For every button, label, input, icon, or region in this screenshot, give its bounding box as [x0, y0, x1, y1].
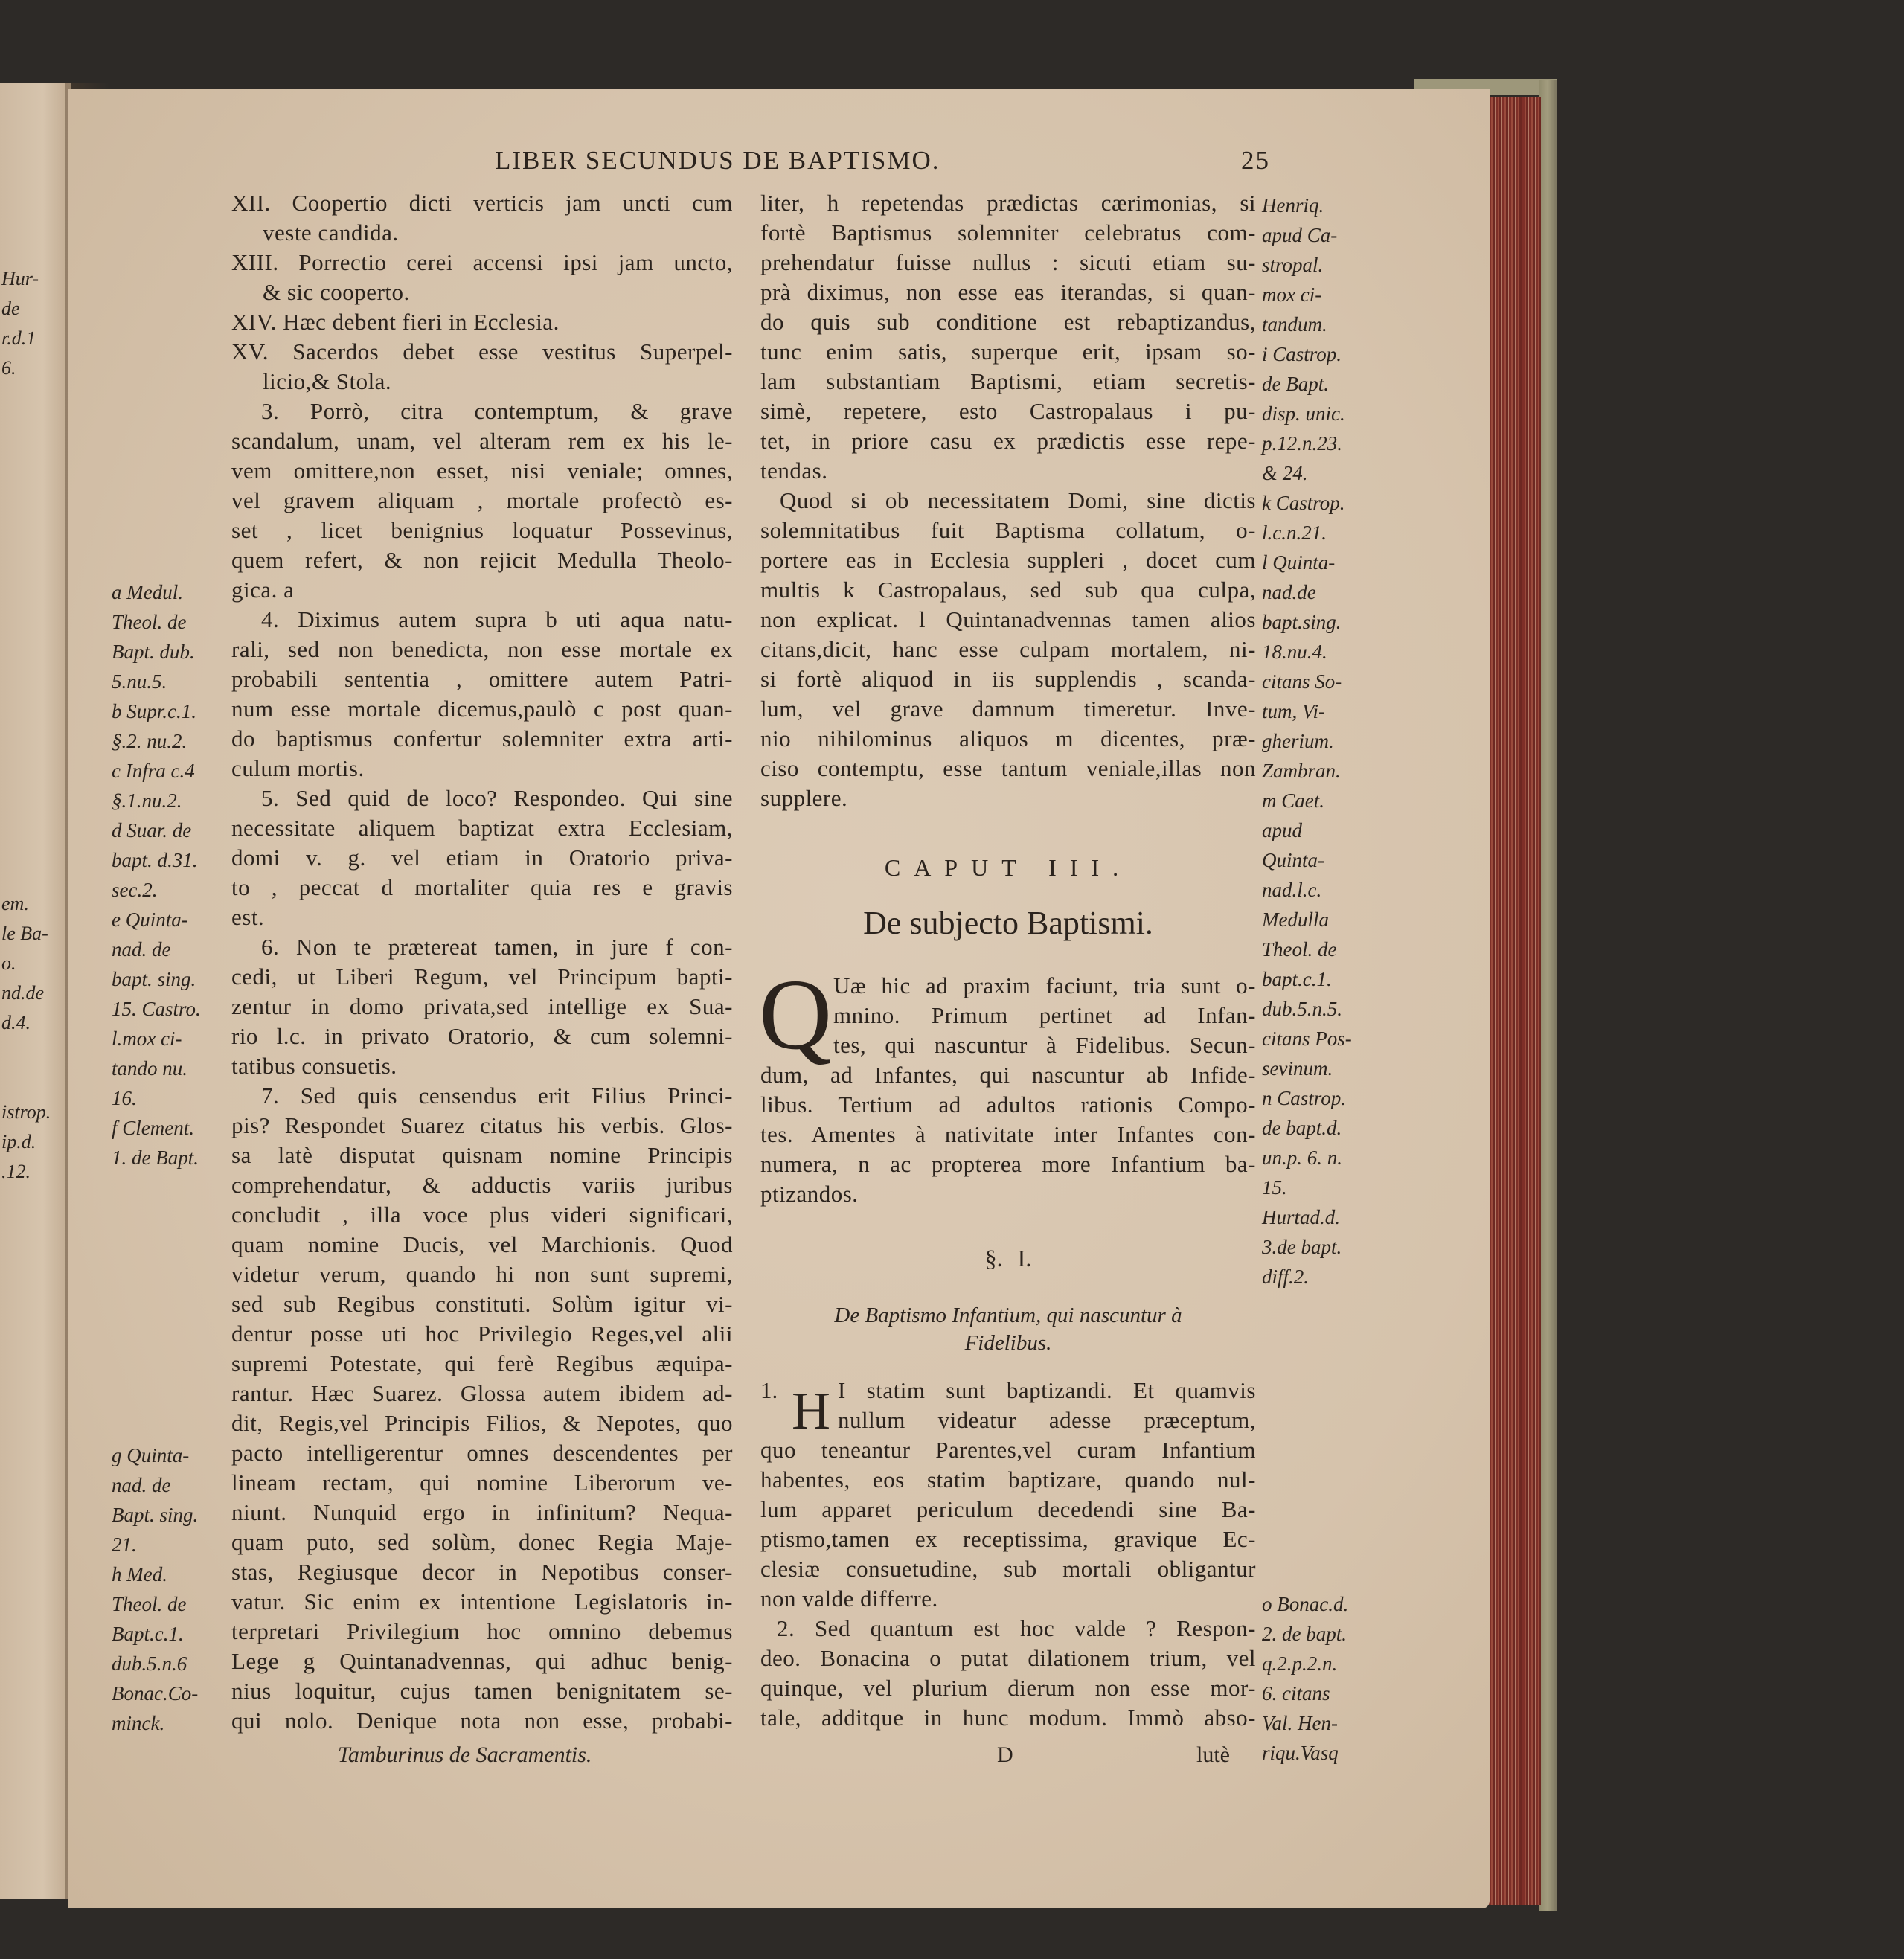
chapter-title: De subjecto Baptismi. — [863, 905, 1153, 941]
text-line: dit, Regis,vel Principis Filios, & Nepotes, quo — [231, 1410, 733, 1436]
margin-note: l.c.n.21. — [1262, 522, 1327, 544]
margin-note — [112, 339, 201, 369]
margin-note: de — [1, 298, 20, 319]
margin-note: 5.nu.5. — [112, 670, 167, 693]
margin-note: l Quinta- — [1262, 551, 1336, 574]
text-line: lineam rectam, qui nomine Liberorum ve- — [231, 1469, 733, 1495]
section-subtitle-line: Fidelibus. — [964, 1331, 1052, 1355]
chapter-heading: CAPUT III. — [884, 854, 1132, 881]
text-line: licio,& Stola. — [263, 368, 392, 394]
text-line: dentur posse uti hoc Privilegio Reges,vel alii — [231, 1321, 733, 1347]
margin-note — [112, 190, 201, 220]
margin-note: minck. — [112, 1712, 165, 1734]
margin-note: h Med. — [112, 1563, 167, 1586]
margin-note: Hurtad.d. — [1262, 1206, 1341, 1228]
margin-note: tum, Vi- — [1262, 700, 1325, 722]
margin-note — [112, 250, 201, 280]
margin-note: l.mox ci- — [112, 1027, 182, 1050]
margin-note — [112, 1202, 201, 1232]
margin-note — [112, 369, 201, 399]
margin-note: k Castrop. — [1262, 492, 1345, 514]
text-line: stas, Regiusque decor in Nepotibus conser- — [231, 1559, 733, 1585]
text-line: si fortè aliquod in iis supplendis , scanda- — [760, 666, 1256, 692]
text-line: numera, n ac propterea more Infantium ba- — [760, 1151, 1256, 1177]
text-line: qui nolo. Denique nota non esse, probabi- — [231, 1708, 733, 1734]
margin-note — [1, 1038, 51, 1068]
text-line: tale, additque in hunc modum. Immò abso- — [760, 1705, 1256, 1731]
text-line: probabili sententia , omittere autem Patri- — [231, 666, 733, 692]
text-line: quam puto, sed solùm, donec Regia Maje- — [231, 1529, 733, 1555]
margin-note — [112, 518, 201, 548]
text-line: supremi Potestate, qui ferè Regibus æquipa- — [231, 1350, 733, 1376]
margin-note: sevinum. — [1262, 1057, 1333, 1080]
section-heading: §. I. — [984, 1245, 1032, 1272]
margin-note: §.2. nu.2. — [112, 730, 187, 752]
margin-note: diff.2. — [1262, 1266, 1310, 1288]
margin-note: Bonac.Co- — [112, 1682, 199, 1705]
right-text-column — [760, 188, 1256, 813]
margin-note: de bapt.d. — [1262, 1117, 1342, 1139]
text-line: sed sub Regibus constituti. Solùm igitur vi- — [231, 1291, 733, 1317]
margin-note: nd.de — [1, 982, 45, 1004]
margin-note — [112, 1232, 201, 1262]
text-line: vatur. Sic enim ex intentione Legislatoris in- — [231, 1588, 733, 1615]
text-line: I statim sunt baptizandi. Et quamvis — [838, 1377, 1256, 1403]
margin-note: 21. — [112, 1533, 137, 1556]
margin-note — [112, 220, 201, 250]
text-line: comprehendatur, & adductis variis juribus — [231, 1172, 733, 1198]
text-line: rali, sed non benedicta, non esse mortale ex — [231, 636, 733, 662]
margin-note — [1, 830, 51, 859]
margin-note: 18.nu.4. — [1262, 641, 1327, 663]
catchword: lutè — [1196, 1742, 1230, 1767]
paragraph — [760, 971, 1256, 1209]
text-line: libus. Tertium ad adultos rationis Compo- — [760, 1091, 1256, 1118]
margin-note: bapt. sing. — [112, 968, 196, 990]
margin-note: gherium. — [1262, 730, 1334, 752]
drop-cap-q: Q — [759, 959, 833, 1071]
margin-note — [112, 1321, 201, 1351]
margin-note — [1262, 1530, 1352, 1559]
margin-note: disp. unic. — [1262, 403, 1345, 425]
margin-note — [112, 488, 201, 518]
margin-note: nad.l.c. — [1262, 879, 1322, 901]
paragraph-number: 1. — [760, 1377, 778, 1403]
margin-note: §.1.nu.2. — [112, 789, 182, 812]
paragraph — [231, 188, 733, 248]
text-line: solemnitatibus fuit Baptisma collatum, o- — [760, 517, 1256, 543]
paragraph — [760, 486, 1256, 813]
margin-note: i Castrop. — [1262, 343, 1342, 365]
margin-note: b Supr.c.1. — [112, 700, 196, 722]
text-line: dum, ad Infantes, qui nascuntur ab Infide- — [760, 1062, 1256, 1088]
signature-mark: D — [997, 1742, 1013, 1767]
text-line: quinque, vel plurium dierum non esse mor- — [760, 1675, 1256, 1701]
text-line: num esse mortale dicemus,paulò c post quan- — [231, 696, 733, 722]
text-line: domi v. g. vel etiam in Oratorio priva- — [231, 844, 733, 871]
text-line: deo. Bonacina o putat dilationem trium, vel — [760, 1645, 1256, 1671]
text-line: pis? Respondet Suarez citatus his verbis. Glos- — [231, 1112, 733, 1138]
margin-note: a Medul. — [112, 581, 183, 603]
text-line: mnino. Primum pertinet ad Infan- — [833, 1002, 1256, 1028]
margin-note: 3.de bapt. — [1262, 1236, 1342, 1258]
text-line: portere eas in Ecclesia suppleri , docet cum — [760, 547, 1256, 573]
text-line: 2. Sed quantum est hoc valde ? Respon- — [777, 1615, 1256, 1641]
paragraph — [231, 932, 733, 1081]
margin-note — [1, 859, 51, 889]
margin-note: Henriq. — [1262, 194, 1324, 217]
margin-note: Theol. de — [112, 1593, 187, 1615]
margin-note: o. — [1, 952, 16, 974]
text-line: necessitate aliquem baptizat extra Ecclesiam, — [231, 815, 733, 841]
drop-cap-h: H — [792, 1381, 830, 1440]
margin-note — [112, 1262, 201, 1292]
margin-note — [112, 310, 201, 339]
margin-note: dub.5.n.6 — [112, 1652, 187, 1675]
margin-note: citans Pos- — [1262, 1027, 1352, 1050]
text-line: Quod si ob necessitatem Domi, sine dictis — [780, 487, 1256, 513]
text-line: rio l.c. in privato Oratorio, & cum solemni- — [231, 1023, 733, 1049]
margin-note: Val. Hen- — [1262, 1712, 1338, 1734]
margin-note: 6. citans — [1262, 1682, 1330, 1705]
text-line: nullum videatur adesse præceptum, — [838, 1407, 1256, 1433]
section-subtitle — [760, 1302, 1256, 1357]
footer-catchline: Tamburinus de Sacramentis. — [338, 1742, 592, 1767]
margin-note: r.d.1 — [1, 327, 36, 349]
text-line: tes. Amentes à nativitate inter Infantes con- — [760, 1121, 1256, 1147]
left-margin-notes — [112, 190, 201, 1738]
paragraph — [231, 337, 733, 397]
margin-note: d.4. — [1, 1012, 31, 1033]
text-line: concludit , illa voce plus videri significari, — [231, 1202, 733, 1228]
margin-note — [1262, 1440, 1352, 1470]
margin-note — [1262, 1559, 1352, 1589]
margin-note: ip.d. — [1, 1131, 36, 1152]
paragraph — [231, 248, 733, 307]
margin-note: apud Ca- — [1262, 224, 1338, 246]
margin-note: o Bonac.d. — [1262, 1593, 1349, 1615]
text-line: nius loquitur, cujus tamen benignitatem se- — [231, 1678, 733, 1704]
margin-note: m Caet. — [1262, 789, 1324, 812]
margin-note: Theol. de — [112, 611, 187, 633]
margin-note: stropal. — [1262, 254, 1324, 276]
margin-note: istrop. — [1, 1101, 51, 1123]
page-number: 25 — [1241, 146, 1270, 175]
margin-note: Zambran. — [1262, 760, 1341, 782]
text-line: prehendatur fuisse nullus : sicuti etiam su- — [760, 249, 1256, 275]
text-line: prà diximus, non esse eas iterandas, si quan- — [760, 279, 1256, 305]
text-line: do baptismus confertur solemniter extra arti- — [231, 725, 733, 751]
text-line: XII. Coopertio dicti verticis jam uncti cum — [231, 190, 733, 216]
text-line: do quis sub conditione est rebaptizandus, — [760, 309, 1256, 335]
margin-note: n Castrop. — [1262, 1087, 1347, 1109]
margin-note — [112, 429, 201, 458]
text-line: liter, h repetendas prædictas cærimonias, si — [760, 190, 1256, 216]
margin-note: 15. Castro. — [112, 998, 201, 1020]
text-line: & sic cooperto. — [263, 279, 410, 305]
text-line: Uæ hic ad praxim faciunt, tria sunt o- — [833, 972, 1256, 998]
margin-note: .12. — [1, 1161, 31, 1182]
text-line: lum, vel grave damnum timeretur. Inve- — [760, 696, 1256, 722]
margin-note — [1262, 1470, 1352, 1500]
red-page-edges — [1489, 97, 1541, 1905]
section-subtitle-line: De Baptismo Infantium, qui nascuntur à — [834, 1304, 1182, 1327]
text-line: ciso contemptu, esse tantum veniale,illas non — [760, 755, 1256, 781]
margin-note — [112, 548, 201, 577]
margin-note — [112, 1411, 201, 1440]
paragraph — [231, 605, 733, 783]
margin-note: g Quinta- — [112, 1444, 190, 1466]
margin-note: citans So- — [1262, 670, 1342, 693]
margin-note: riqu.Vasq — [1262, 1742, 1339, 1764]
text-line: cedi, ut Liberi Regum, vel Principum bapti- — [231, 964, 733, 990]
text-line: quo teneantur Parentes,vel curam Infantium — [760, 1437, 1256, 1463]
margin-note — [1, 472, 51, 502]
text-line: culum mortis. — [231, 755, 365, 781]
margin-note: 16. — [112, 1087, 137, 1109]
margin-note: 15. — [1262, 1176, 1287, 1199]
paragraph — [760, 1376, 1256, 1614]
margin-note: 1. de Bapt. — [112, 1147, 199, 1169]
margin-note: Theol. de — [1262, 938, 1337, 961]
text-line: est. — [231, 904, 265, 930]
text-line: tendas. — [760, 458, 828, 484]
margin-note — [1, 770, 51, 800]
text-line: XIII. Porrectio cerei accensi ipsi jam uncto, — [231, 249, 733, 275]
margin-note — [1, 711, 51, 740]
margin-note — [1, 413, 51, 443]
margin-note: 6. — [1, 357, 16, 379]
margin-note: tandum. — [1262, 313, 1327, 336]
margin-note: dub.5.n.5. — [1262, 998, 1342, 1020]
previous-page-margin-notes — [1, 264, 51, 1187]
text-line: 6. Non te prætereat tamen, in jure f con- — [261, 934, 733, 960]
text-line: habentes, eos statim baptizare, quando nul- — [760, 1466, 1256, 1493]
text-line: niunt. Nunquid ergo in infinitum? Nequa- — [231, 1499, 733, 1525]
margin-note — [1, 681, 51, 711]
margin-note: tando nu. — [112, 1057, 188, 1080]
margin-note — [1262, 1381, 1352, 1411]
margin-note: nad. de — [112, 938, 171, 961]
text-line: clesiæ consuetudine, sub mortali obligantur — [760, 1556, 1256, 1582]
text-line: quem refert, & non rejicit Medulla Theolo- — [231, 547, 733, 573]
margin-note: sec.2. — [112, 879, 158, 901]
text-line: XV. Sacerdos debet esse vestitus Superpel- — [231, 339, 733, 365]
text-line: tatibus consuetis. — [231, 1053, 397, 1079]
margin-note: nad.de — [1262, 581, 1316, 603]
margin-note: 2. de bapt. — [1262, 1623, 1347, 1645]
text-line: citans,dicit, hanc esse culpam mortalem, ni- — [760, 636, 1256, 662]
text-line: videtur verum, quando hi non sunt supremi, — [231, 1261, 733, 1287]
margin-note — [112, 280, 201, 310]
margin-note: Quinta- — [1262, 849, 1324, 871]
margin-note — [1, 1068, 51, 1097]
margin-note: de Bapt. — [1262, 373, 1329, 395]
margin-note: p.12.n.23. — [1262, 432, 1342, 455]
paragraph — [231, 307, 733, 337]
text-line: vel gravem aliquam , mortale profectò es- — [231, 487, 733, 513]
margin-note — [1, 621, 51, 651]
margin-note: Bapt. sing. — [112, 1504, 199, 1526]
margin-note — [1, 800, 51, 830]
margin-note — [112, 1173, 201, 1202]
margin-note: & 24. — [1262, 462, 1308, 484]
text-line: ptizandos. — [760, 1181, 859, 1207]
text-line: Lege g Quintanadvennas, qui adhuc benig- — [231, 1648, 733, 1674]
margin-note — [1, 532, 51, 562]
section-text — [760, 1376, 1256, 1733]
margin-note — [1262, 1500, 1352, 1530]
text-line: 7. Sed quis censendus erit Filius Princi- — [261, 1083, 733, 1109]
margin-note — [1, 740, 51, 770]
chapter-intro-paragraph — [760, 971, 1256, 1209]
margin-note: c Infra c.4 — [112, 760, 195, 782]
margin-note: bapt.c.1. — [1262, 968, 1332, 990]
text-line: fortè Baptismus solemniter celebratus com- — [760, 219, 1256, 246]
paragraph — [231, 783, 733, 932]
text-line: pacto intelligerentur omnes descendentes per — [231, 1440, 733, 1466]
margin-note: f Clement. — [112, 1117, 194, 1139]
text-line: 5. Sed quid de loco? Respondeo. Qui sine — [261, 785, 733, 811]
book-cover-edge — [1539, 80, 1557, 1911]
margin-note — [112, 458, 201, 488]
margin-note — [112, 1351, 201, 1381]
text-line: 4. Diximus autem supra b uti aqua natu- — [261, 606, 733, 632]
margin-note: le Ba- — [1, 923, 48, 944]
margin-note: Bapt.c.1. — [112, 1623, 184, 1645]
paragraph — [231, 1081, 733, 1736]
margin-note: e Quinta- — [112, 908, 188, 931]
margin-note — [1, 591, 51, 621]
margin-note: bapt.sing. — [1262, 611, 1342, 633]
text-line: tes, qui nascuntur à Fidelibus. Secun- — [833, 1032, 1256, 1058]
margin-note — [1262, 1292, 1352, 1321]
text-line: lam substantiam Baptismi, etiam secretis- — [760, 368, 1256, 394]
paragraph — [231, 397, 733, 605]
right-margin-notes — [1262, 190, 1352, 1768]
margin-note: un.p. 6. n. — [1262, 1147, 1342, 1169]
margin-note: q.2.p.2.n. — [1262, 1652, 1338, 1675]
text-line: lum apparet periculum decedendi sine Ba- — [760, 1496, 1256, 1522]
margin-note: bapt. d.31. — [112, 849, 198, 871]
text-line: terpretari Privilegium hoc omnino debemus — [231, 1618, 733, 1644]
margin-note — [1, 443, 51, 472]
text-line: multis k Castropalaus, sed sub qua culpa, — [760, 577, 1256, 603]
text-line: vem omittere,non esset, nisi veniale; omnes, — [231, 458, 733, 484]
text-line: supplere. — [760, 785, 848, 811]
text-line: to , peccat d mortaliter quia res e gravis — [231, 874, 733, 900]
margin-note — [1, 562, 51, 591]
margin-note: nad. de — [112, 1474, 171, 1496]
paragraph — [760, 188, 1256, 486]
margin-note — [112, 1292, 201, 1321]
text-line: sa latè disputat quisnam nomine Principis — [231, 1142, 733, 1168]
margin-note: em. — [1, 893, 29, 914]
text-line: non explicat. l Quintanadvennas tamen alios — [760, 606, 1256, 632]
margin-note — [1, 383, 51, 413]
margin-note: Bapt. dub. — [112, 641, 195, 663]
text-line: 3. Porrò, citra contemptum, & grave — [261, 398, 733, 424]
text-line: veste candida. — [263, 219, 399, 246]
text-line: scandalum, unam, vel alteram rem ex his le- — [231, 428, 733, 454]
text-line: quam nomine Ducis, vel Marchionis. Quod — [231, 1231, 733, 1257]
margin-note: d Suar. de — [112, 819, 192, 841]
margin-note — [1262, 1351, 1352, 1381]
margin-note: Hur- — [1, 268, 39, 289]
margin-note — [1262, 1411, 1352, 1440]
text-line: tet, in priore casu ex prædictis esse repe- — [760, 428, 1256, 454]
margin-note — [1262, 1321, 1352, 1351]
margin-note: Medulla — [1262, 908, 1329, 931]
text-line: zentur in domo privata,sed intellige ex Sua- — [231, 993, 733, 1019]
running-head: LIBER SECUNDUS DE BAPTISMO. — [495, 146, 940, 175]
text-line: simè, repetere, esto Castropalaus i pu- — [760, 398, 1256, 424]
text-line: XIV. Hæc debent fieri in Ecclesia. — [231, 309, 560, 335]
margin-note: apud — [1262, 819, 1302, 841]
margin-note: mox ci- — [1262, 283, 1322, 306]
margin-note — [112, 399, 201, 429]
text-line: set , licet benignius loquatur Possevinus, — [231, 517, 733, 543]
margin-note — [1, 502, 51, 532]
text-line: non valde differre. — [760, 1586, 938, 1612]
text-line: gica. a — [231, 577, 295, 603]
margin-note — [112, 1381, 201, 1411]
text-line: nio nihilominus aliquos m dicentes, præ- — [760, 725, 1256, 751]
text-line: tunc enim satis, superque erit, ipsam so- — [760, 339, 1256, 365]
margin-note — [1, 651, 51, 681]
left-text-column — [231, 188, 733, 1736]
paragraph — [760, 1614, 1256, 1733]
text-line: ptismo,tamen ex receptissima, gravique Ec- — [760, 1526, 1256, 1552]
text-line: rantur. Hæc Suarez. Glossa autem ibidem ad- — [231, 1380, 733, 1406]
